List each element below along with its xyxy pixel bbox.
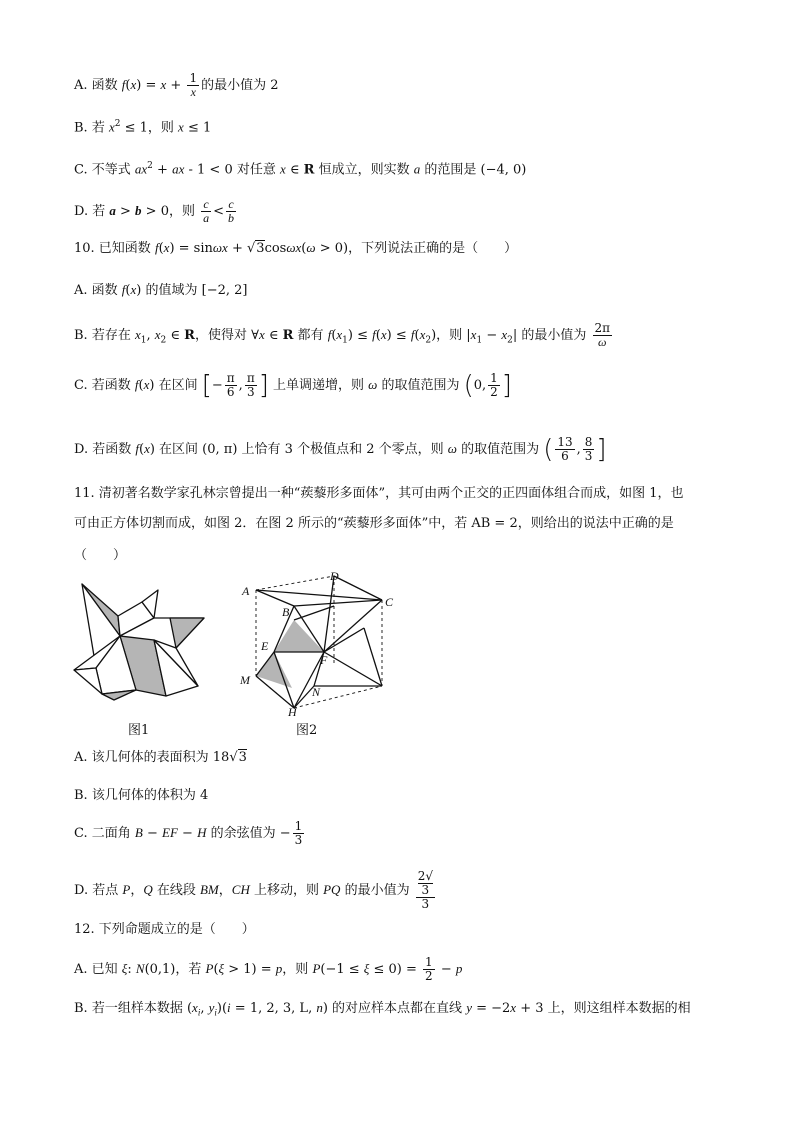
point-label-m: M bbox=[240, 673, 250, 687]
q11-option-c: C. 二面角 B − EF − H 的余弦值为 − $\frac{1}{3}$ bbox=[74, 819, 303, 847]
q9-option-b: B. 若 $x^2 \le 1$，则 x ≤ 1 bbox=[74, 119, 212, 136]
q11-stem-line2: 可由正方体切割而成，如图 2．在图 2 所示的“蒺藜形多面体”中，若 AB = 2，则给出的说法中正确的是 bbox=[74, 516, 674, 531]
figure-2-polyhedron bbox=[234, 568, 404, 718]
point-label-b: B bbox=[282, 605, 290, 619]
q9-option-c: C. 不等式 $ax^2$ + ax - 1 < 0 对任意 x ∈ R 恒成立，则实数 a 的范围是 (−4, 0) bbox=[74, 161, 527, 178]
q10-option-b: B. 若存在 $x_1$, $x_2$ ∈ R，使得对 ∀x ∈ R 都有 $f(x_1) \le f(x) \le f(x_2)$，则 $|x_1 - x_2|$ 的最小值为 $\frac{2\pi}{\omega}$ bbox=[74, 321, 611, 349]
q10-option-d: D. 若函数 f(x) 在区间 (0, π) 上恰有 3 个极值点和 2 个零点，则 ω 的取值范围为 ( $\frac{13}{6}$ , $\frac{8}{3}$ ] bbox=[74, 434, 607, 465]
q10-stem: 10. 已知函数 f(x) = sinωx + √3cosωx(ω > 0)，下列说法正确的是（ ） bbox=[74, 240, 518, 256]
point-label-d: D bbox=[330, 569, 339, 583]
point-label-e: E bbox=[261, 639, 269, 653]
q11-option-b: B. 该几何体的体积为 4 bbox=[74, 788, 209, 803]
q10-option-c: C. 若函数 f(x) 在区间 [− $\frac{\pi}{6}$ , $\frac{\pi}{3}$ ] 上单调递增，则 ω 的取值范围为 (0, $\frac{1}{2}$ ] bbox=[74, 370, 512, 401]
q10-option-a: A. 函数 f(x) 的值域为 [−2, 2] bbox=[74, 282, 248, 298]
point-label-a: A bbox=[242, 584, 250, 598]
q12-stem: 12. 下列命题成立的是（ ） bbox=[74, 922, 255, 937]
q12-option-b: B. 若一组样本数据 ($x_i$, $y_i)(i = 1$, 2, 3, L, n) 的对应样本点都在直线 y = −2x + 3 上，则这组样本数据的相 bbox=[74, 1000, 691, 1018]
q9-option-a: A. 函数 f(x) = x + $\frac{1}{x}$ 的最小值为 2 bbox=[74, 71, 279, 99]
figure-1-caption: 图1 bbox=[128, 723, 150, 738]
point-label-n: N bbox=[312, 685, 321, 699]
figure-2-caption: 图2 bbox=[296, 723, 318, 738]
q11-option-a: A. 该几何体的表面积为 18√3 bbox=[74, 750, 247, 765]
q9-option-d: D. 若 a > b > 0，则 $\frac{c}{a}$ < $\frac{c}{b}$ bbox=[74, 197, 234, 225]
q12-option-a: A. 已知 ξ: N(0,1)，若 P(ξ > 1) = p，则 P(−1 ≤ ξ ≤ 0) = $\frac{1}{2}$ − p bbox=[74, 955, 463, 983]
q11-stem-line1: 11. 清初著名数学家孔林宗曾提出一种“蒺藜形多面体”，其可由两个正交的正四面体组合而成，如图 1，也 bbox=[74, 486, 684, 501]
point-label-h: H bbox=[288, 705, 297, 718]
point-label-f: F bbox=[320, 653, 328, 667]
figure-1-polyhedron bbox=[66, 578, 216, 708]
q11-option-d: D. 若点 P，Q 在线段 BM，CH 上移动，则 PQ 的最小值为 2√ 3 3 bbox=[74, 869, 433, 911]
q11-stem-line3: （ ） bbox=[74, 548, 127, 563]
point-label-c: C bbox=[385, 595, 394, 609]
